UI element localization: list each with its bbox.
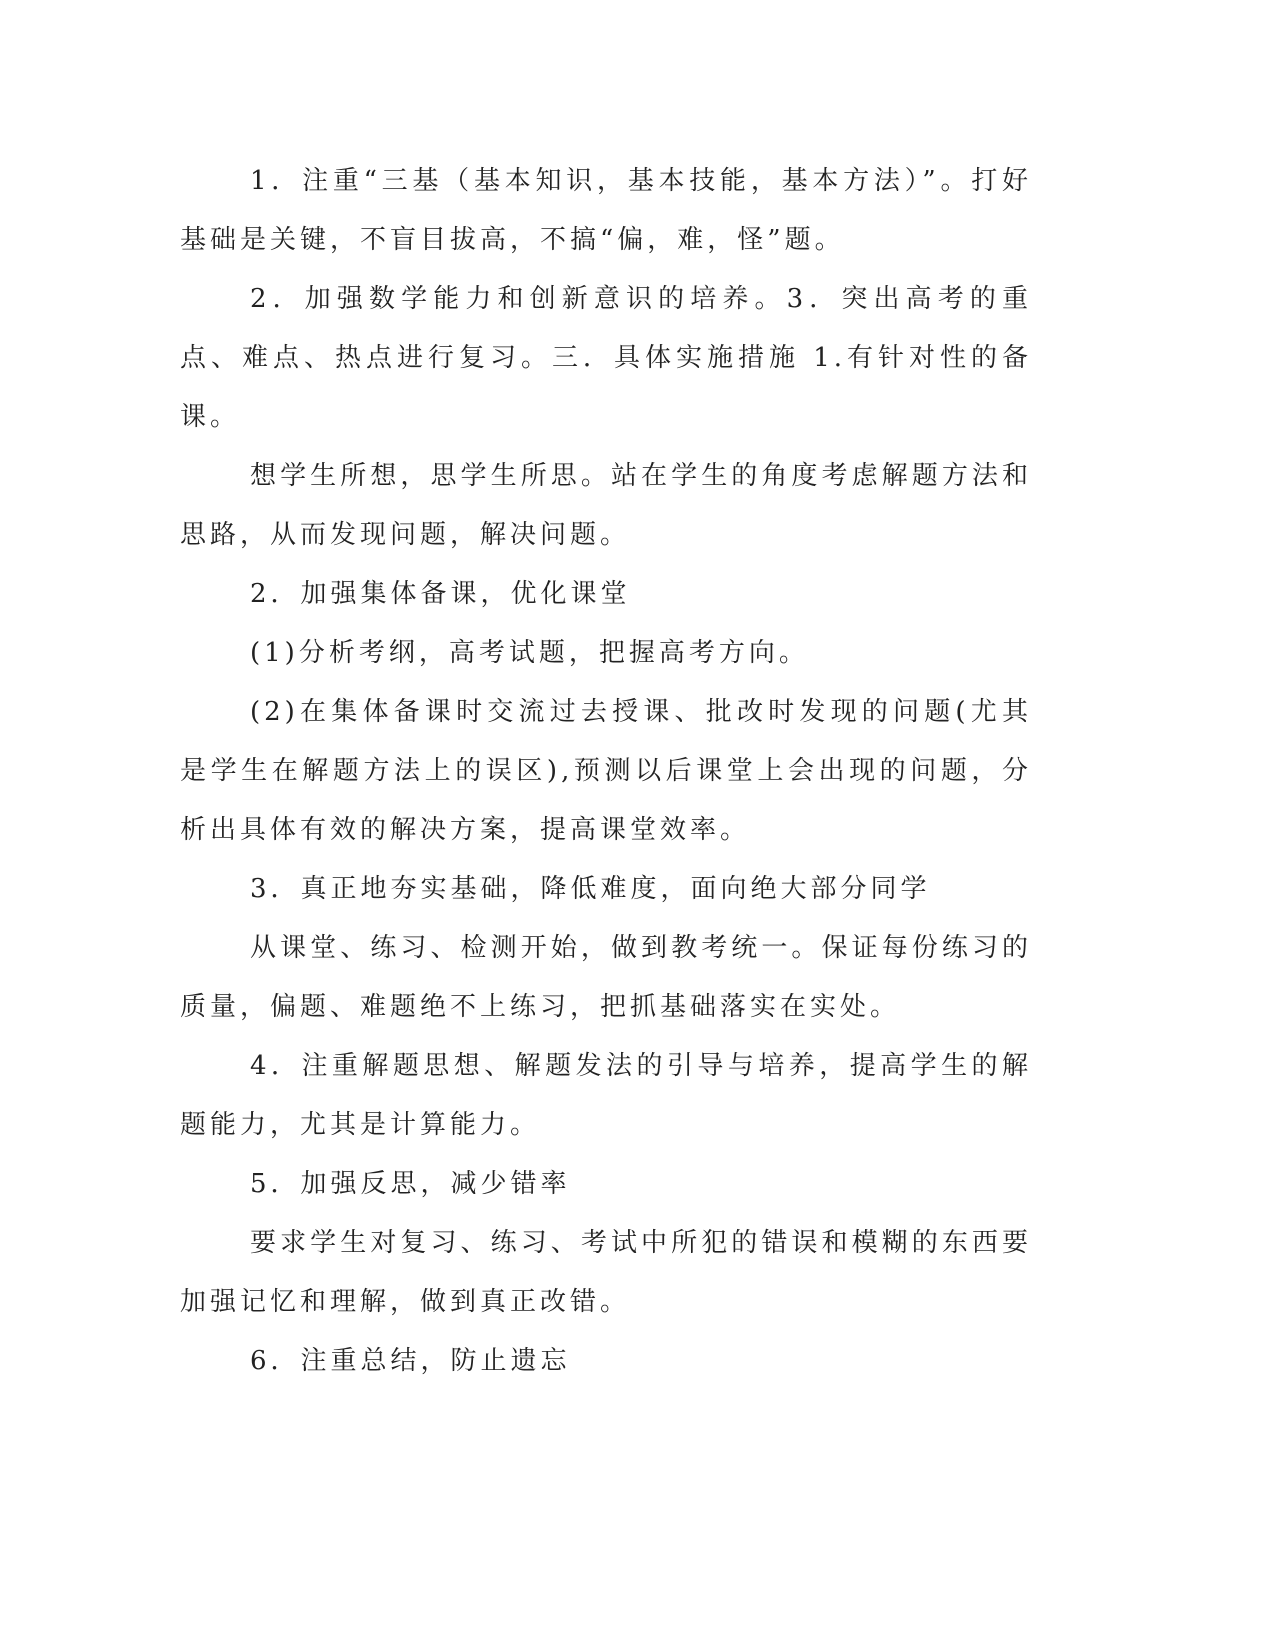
paragraph-9: 4．注重解题思想、解题发法的引导与培养，提高学生的解题能力，尤其是计算能力。 [180,1051,1032,1140]
paragraph-1: 1．注重“三基（基本知识，基本技能，基本方法）”。打好基础是关键，不盲目拔高，不搞“偏，难，怪”题。 [180,166,1032,255]
paragraph-8: 从课堂、练习、检测开始，做到教考统一。保证每份练习的质量，偏题、难题绝不上练习，把抓基础落实在实处。 [180,933,1032,1022]
paragraph-10: 5．加强反思，减少错率 [250,1169,571,1199]
paragraph-6: (2)在集体备课时交流过去授课、批改时发现的问题(尤其是学生在解题方法上的误区),预测以后课堂上会出现的问题，分析出具体有效的解决方案，提高课堂效率。 [180,697,1032,845]
paragraph-11: 要求学生对复习、练习、考试中所犯的错误和模糊的东西要加强记忆和理解，做到真正改错。 [180,1228,1032,1317]
paragraph-12: 6．注重总结，防止遗忘 [250,1346,571,1376]
paragraph-7: 3．真正地夯实基础，降低难度，面向绝大部分同学 [250,874,931,904]
paragraph-2: 2．加强数学能力和创新意识的培养。3．突出高考的重点、难点、热点进行复习。三．具体实施措施 1.有针对性的备课。 [180,284,1032,432]
paragraph-3: 想学生所想，思学生所思。站在学生的角度考虑解题方法和思路，从而发现问题，解决问题。 [180,461,1032,550]
paragraph-4: 2．加强集体备课，优化课堂 [250,579,631,609]
document-body [180,152,1032,1391]
paragraph-5: (1)分析考纲，高考试题，把握高考方向。 [250,638,809,668]
